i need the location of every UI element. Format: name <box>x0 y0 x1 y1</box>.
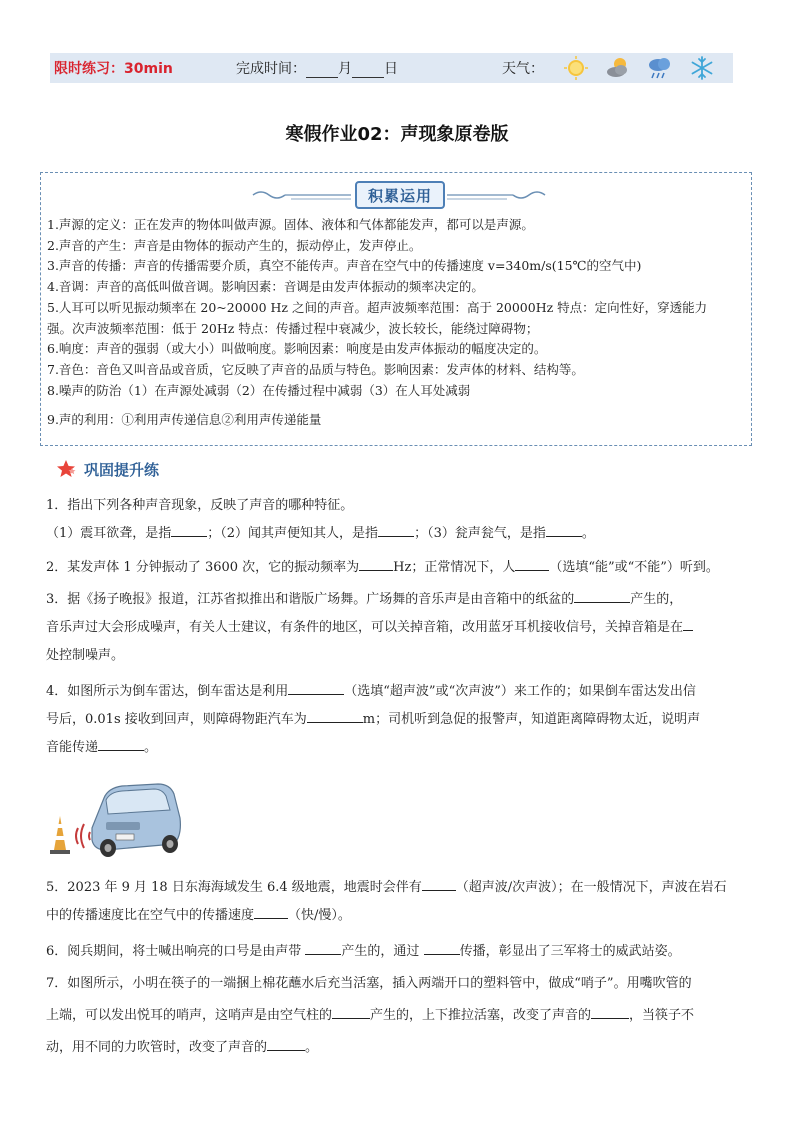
section-header <box>56 458 159 480</box>
sun-icon <box>562 54 590 82</box>
star-icon <box>56 459 78 479</box>
answer-blank[interactable] <box>254 902 288 919</box>
rain-icon <box>646 54 674 82</box>
snowflake-icon <box>688 54 716 82</box>
section-title: 巩固提升练 <box>84 460 160 479</box>
answer-blank[interactable] <box>359 554 393 571</box>
question-2: 2．某发声体 1 分钟振动了 3600 次，它的振动频率为 Hz；正常情况下，人 （选填“能”或“不能”）听到。 <box>46 554 752 582</box>
completion-time: 完成时间： 月 日 <box>236 61 398 77</box>
summary-line: 4.音调：声音的高低叫做音调。影响因素：音调是由发声体振动的频率决定的。 <box>47 279 484 295</box>
question-4: 4．如图所示为倒车雷达，倒车雷达是利用 （选填“超声波”或“次声波”）来工作的；如果倒车雷达发出信 号后，0.01s 接收到回声，则障碍物距汽车为 m；司机听到急促的报警声，知道距离障碍物太近，说明声 音能传递 。 <box>46 678 752 762</box>
answer-blank[interactable] <box>98 734 144 751</box>
summary-line: 8.噪声的防治（1）在声源处减弱（2）在传播过程中减弱（3）在人耳处减弱 <box>47 382 471 398</box>
answer-blank[interactable] <box>683 614 693 631</box>
left-ornament-icon <box>251 187 355 203</box>
answer-blank[interactable] <box>288 678 344 695</box>
question-6: 6．阅兵期间，将士喊出响亮的口号是由声带 产生的，通过 传播，彰显出了三军将士的威武站姿。 <box>46 938 752 966</box>
day-blank <box>352 63 384 78</box>
answer-blank[interactable] <box>305 938 341 955</box>
answer-blank[interactable] <box>546 520 582 537</box>
month-blank <box>306 63 338 78</box>
reversing-radar-car-illustration <box>46 778 184 860</box>
answer-blank[interactable] <box>515 554 549 571</box>
answer-blank[interactable] <box>591 1002 629 1019</box>
answer-blank[interactable] <box>378 520 414 537</box>
summary-list <box>47 215 747 431</box>
summary-line: 9.声的利用：①利用声传递信息②利用声传递能量 <box>47 412 322 428</box>
summary-line: 3.声音的传播：声音的传播需要介质，真空不能传声。声音在空气中的传播速度 v=340m/s(15℃的空气中) <box>47 258 642 274</box>
traffic-cone-icon <box>50 816 70 854</box>
answer-blank[interactable] <box>332 1002 370 1019</box>
answer-blank[interactable] <box>422 874 456 891</box>
summary-title: 积累运用 <box>355 181 445 209</box>
summary-header <box>41 179 751 209</box>
question-5: 5．2023 年 9 月 18 日东海海域发生 6.4 级地震，地震时会伴有 （超声波/次声波）；在一般情况下，声波在岩石 中的传播速度比在空气中的传播速度 （快/慢）。 <box>46 874 752 930</box>
answer-blank[interactable] <box>574 586 630 603</box>
time-limit: 限时练习：30min <box>54 61 173 77</box>
summary-box <box>40 172 752 446</box>
page-title: 寒假作业02：声现象原卷版 <box>285 124 509 145</box>
header-bar <box>50 53 733 83</box>
question-7: 7．如图所示，小明在筷子的一端捆上棉花蘸水后充当活塞，插入两端开口的塑料管中，做成“哨子”。用嘴吹管的 上端，可以发出悦耳的哨声，这哨声是由空气柱的 产生的，上下推拉活塞，改变了声音的 ，当筷子不 动，用不同的力吹管时，改变了声音的 。 <box>46 976 695 1055</box>
right-ornament-icon <box>443 187 547 203</box>
summary-line: 7.音色：音色又叫音品或音质，它反映了声音的品质与特色。影响因素：发声体的材料、结构等。 <box>47 361 584 377</box>
answer-blank[interactable] <box>424 938 460 955</box>
summary-line: 2.声音的产生：声音是由物体的振动产生的，振动停止，发声停止。 <box>47 237 422 253</box>
weather-label: 天气： <box>502 61 544 77</box>
answer-blank[interactable] <box>171 520 207 537</box>
summary-line: 1.声源的定义：正在发声的物体叫做声源。固体、液体和气体都能发声，都可以是声源。 <box>47 217 534 232</box>
question-3: 3．据《扬子晚报》报道，江苏省拟推出和谐版广场舞。广场舞的音乐声是由音箱中的纸盆的 产生的， 音乐声过大会形成噪声，有关人士建议，有条件的地区，可以关掉音箱，改用蓝牙耳机接收信号，关掉音箱是在 处控制噪声。 <box>46 586 752 670</box>
summary-line: 强。次声波频率范围：低于 20Hz 特点：传播过程中衰减少，波长较长，能绕过障碍物； <box>47 320 539 336</box>
partly-cloudy-icon <box>604 54 632 82</box>
answer-blank[interactable] <box>267 1034 305 1051</box>
question-1: 1．指出下列各种声音现象，反映了声音的哪种特征。 （1）震耳欲聋，是指 ；（2）闻其声便知其人，是指 ；（3）瓮声瓮气，是指 。 <box>46 498 595 541</box>
summary-line: 5.人耳可以听见振动频率在 20~20000 Hz 之间的声音。超声波频率范围：高于 20000Hz 特点：定向性好，穿透能力 <box>47 299 708 315</box>
summary-line: 6.响度：声音的强弱（或大小）叫做响度。影响因素：响度是由发声体振动的幅度决定的。 <box>47 341 547 357</box>
answer-blank[interactable] <box>307 706 363 723</box>
